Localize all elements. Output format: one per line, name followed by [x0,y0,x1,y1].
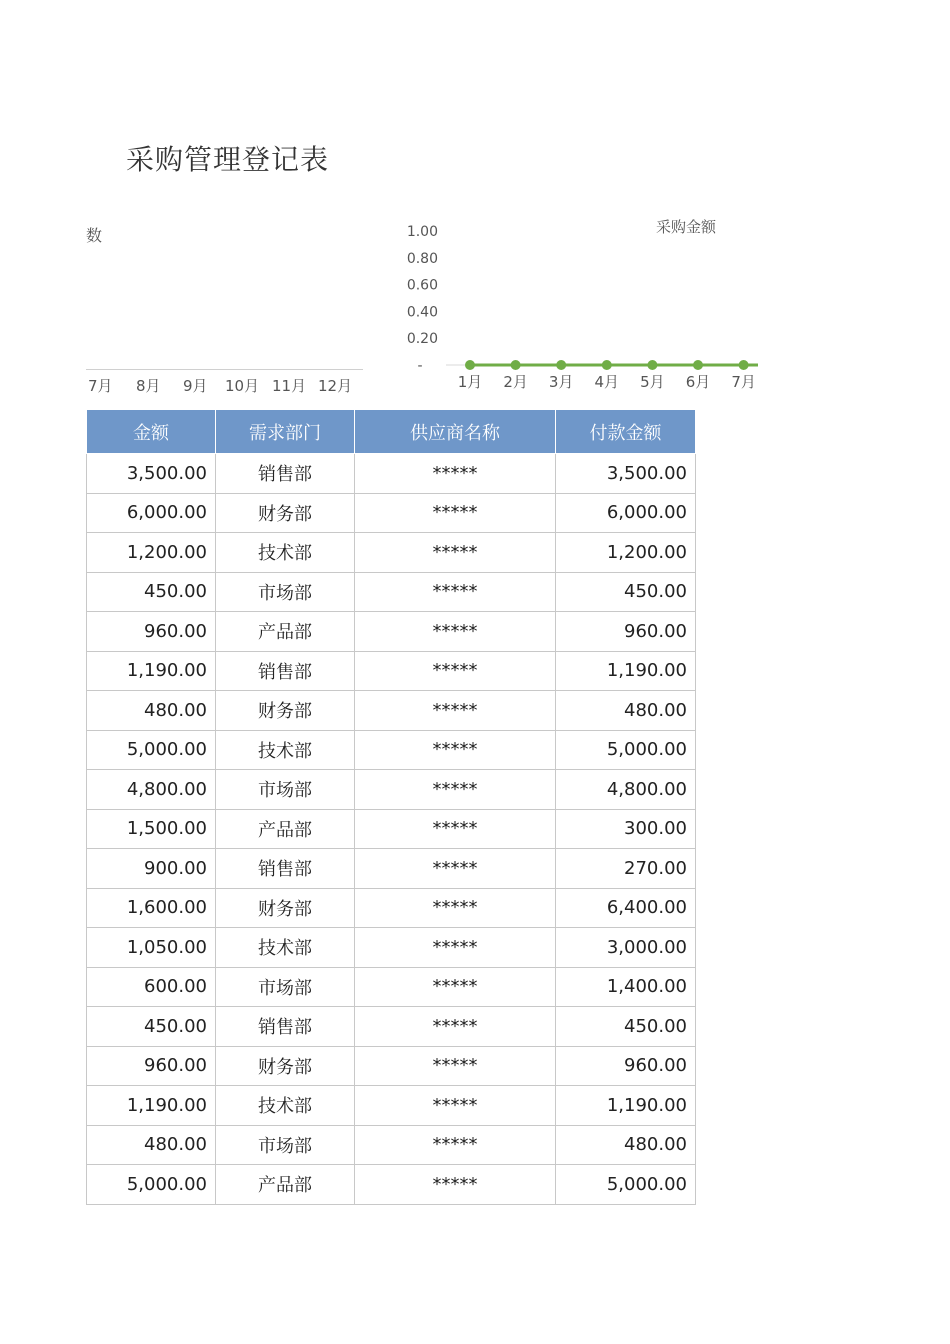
cell-supplier[interactable]: ***** [355,691,556,731]
chart-left-x-axis [86,369,363,370]
cell-amount[interactable]: 960.00 [87,612,216,652]
y-tick-label: 1.00 [406,224,438,240]
data-point [693,360,703,370]
cell-amount[interactable]: 450.00 [87,572,216,612]
table-row [87,1086,696,1126]
chart-left-x-tick: 10月 [225,377,260,395]
cell-payment[interactable]: 960.00 [556,1046,696,1086]
cell-payment[interactable]: 6,000.00 [556,493,696,533]
cell-amount[interactable]: 3,500.00 [87,454,216,494]
cell-payment[interactable]: 300.00 [556,809,696,849]
cell-payment[interactable]: 480.00 [556,1125,696,1165]
y-tick-label: 0.40 [406,304,438,321]
cell-supplier[interactable]: ***** [355,651,556,691]
cell-department[interactable]: 市场部 [216,967,355,1007]
table-row [87,770,696,810]
cell-supplier[interactable]: ***** [355,849,556,889]
cell-department[interactable]: 技术部 [216,730,355,770]
table-row [87,1125,696,1165]
page-title: 采购管理登记表 [126,143,330,176]
cell-supplier[interactable]: ***** [355,533,556,573]
cell-amount[interactable]: 1,200.00 [87,533,216,573]
cell-amount[interactable]: 450.00 [87,1007,216,1047]
cell-supplier[interactable]: ***** [355,809,556,849]
table-row [87,809,696,849]
cell-payment[interactable]: 1,190.00 [556,1086,696,1126]
cell-department[interactable]: 销售部 [216,454,355,494]
purchase-table [86,409,696,1205]
table-row [87,730,696,770]
cell-amount[interactable]: 960.00 [87,1046,216,1086]
cell-department[interactable]: 市场部 [216,770,355,810]
table-row [87,533,696,573]
data-point [647,360,657,370]
cell-amount[interactable]: 1,600.00 [87,888,216,928]
x-tick-label: 6月 [685,373,711,391]
table-row [87,849,696,889]
cell-amount[interactable]: 1,050.00 [87,928,216,968]
table-row [87,572,696,612]
x-tick-label: 4月 [594,373,620,391]
header-payment: 付款金额 [556,410,696,454]
cell-supplier[interactable]: ***** [355,928,556,968]
cell-department[interactable]: 产品部 [216,809,355,849]
table-row [87,888,696,928]
cell-amount[interactable]: 5,000.00 [87,1165,216,1205]
chart-left-x-tick: 7月 [88,377,113,395]
y-tick-label: - [417,358,423,374]
cell-supplier[interactable]: ***** [355,454,556,494]
cell-payment[interactable]: 3,500.00 [556,454,696,494]
cell-department[interactable]: 产品部 [216,1165,355,1205]
table-row [87,612,696,652]
cell-payment[interactable]: 960.00 [556,612,696,652]
cell-amount[interactable]: 1,500.00 [87,809,216,849]
data-point [556,360,566,370]
table-row [87,1007,696,1047]
cell-amount[interactable]: 5,000.00 [87,730,216,770]
cell-payment[interactable]: 4,800.00 [556,770,696,810]
cell-supplier[interactable]: ***** [355,1165,556,1205]
chart-title: 采购金额 [656,218,717,236]
chart-left-partial [86,215,366,405]
table-row [87,454,696,494]
cell-payment[interactable]: 6,400.00 [556,888,696,928]
data-point [511,360,521,370]
table-row [87,1046,696,1086]
cell-department[interactable]: 财务部 [216,691,355,731]
chart-left-x-tick: 9月 [183,377,208,395]
table-row [87,967,696,1007]
cell-amount[interactable]: 480.00 [87,691,216,731]
chart-left-ylabel: 数 [86,226,103,245]
cell-amount[interactable]: 480.00 [87,1125,216,1165]
table-row [87,493,696,533]
cell-payment[interactable]: 450.00 [556,1007,696,1047]
x-tick-label: 2月 [503,373,528,391]
cell-supplier[interactable]: ***** [355,770,556,810]
cell-supplier[interactable]: ***** [355,1086,556,1126]
line-chart-svg [396,212,766,402]
x-tick-label: 5月 [640,373,665,391]
cell-amount[interactable]: 1,190.00 [87,1086,216,1126]
cell-department[interactable]: 产品部 [216,612,355,652]
data-point [465,360,475,370]
cell-amount[interactable]: 4,800.00 [87,770,216,810]
cell-department[interactable]: 财务部 [216,1046,355,1086]
cell-supplier[interactable]: ***** [355,572,556,612]
table-header-row [87,410,696,454]
cell-department[interactable]: 技术部 [216,928,355,968]
cell-department[interactable]: 技术部 [216,1086,355,1126]
cell-department[interactable]: 销售部 [216,849,355,889]
cell-department[interactable]: 财务部 [216,888,355,928]
cell-payment[interactable]: 480.00 [556,691,696,731]
cell-supplier[interactable]: ***** [355,1007,556,1047]
table-row [87,928,696,968]
cell-supplier[interactable]: ***** [355,730,556,770]
header-amount: 金额 [87,410,216,454]
x-tick-label: 1月 [457,373,483,391]
cell-payment[interactable]: 450.00 [556,572,696,612]
cell-payment[interactable]: 5,000.00 [556,730,696,770]
cell-amount[interactable]: 1,190.00 [87,651,216,691]
header-department: 需求部门 [216,410,355,454]
cell-supplier[interactable]: ***** [355,967,556,1007]
chart-left-x-tick: 8月 [136,377,161,395]
cell-department[interactable]: 销售部 [216,651,355,691]
cell-payment[interactable]: 270.00 [556,849,696,889]
cell-payment[interactable]: 5,000.00 [556,1165,696,1205]
chart-left-x-tick: 11月 [272,377,307,395]
cell-amount[interactable]: 6,000.00 [87,493,216,533]
cell-payment[interactable]: 1,400.00 [556,967,696,1007]
y-tick-label: 0.20 [406,331,438,348]
cell-supplier[interactable]: ***** [355,612,556,652]
chart-purchase-amount [396,212,766,402]
table-row [87,1165,696,1205]
cell-supplier[interactable]: ***** [355,888,556,928]
cell-department[interactable]: 市场部 [216,1125,355,1165]
chart-left-x-tick: 12月 [318,377,353,395]
data-point [739,360,749,370]
cell-department[interactable]: 销售部 [216,1007,355,1047]
cell-department[interactable]: 市场部 [216,572,355,612]
cell-payment[interactable]: 1,200.00 [556,533,696,573]
x-tick-label: 3月 [548,373,574,391]
cell-supplier[interactable]: ***** [355,493,556,533]
data-point [602,360,612,370]
table-row [87,691,696,731]
cell-supplier[interactable]: ***** [355,1125,556,1165]
table-row [87,651,696,691]
y-tick-label: 0.60 [406,277,438,294]
x-tick-label: 7月 [731,373,756,391]
cell-department[interactable]: 财务部 [216,493,355,533]
cell-amount[interactable]: 900.00 [87,849,216,889]
cell-supplier[interactable]: ***** [355,1046,556,1086]
cell-amount[interactable]: 600.00 [87,967,216,1007]
cell-payment[interactable]: 1,190.00 [556,651,696,691]
y-tick-label: 0.80 [406,250,438,267]
cell-payment[interactable]: 3,000.00 [556,928,696,968]
cell-department[interactable]: 技术部 [216,533,355,573]
header-supplier: 供应商名称 [355,410,556,454]
